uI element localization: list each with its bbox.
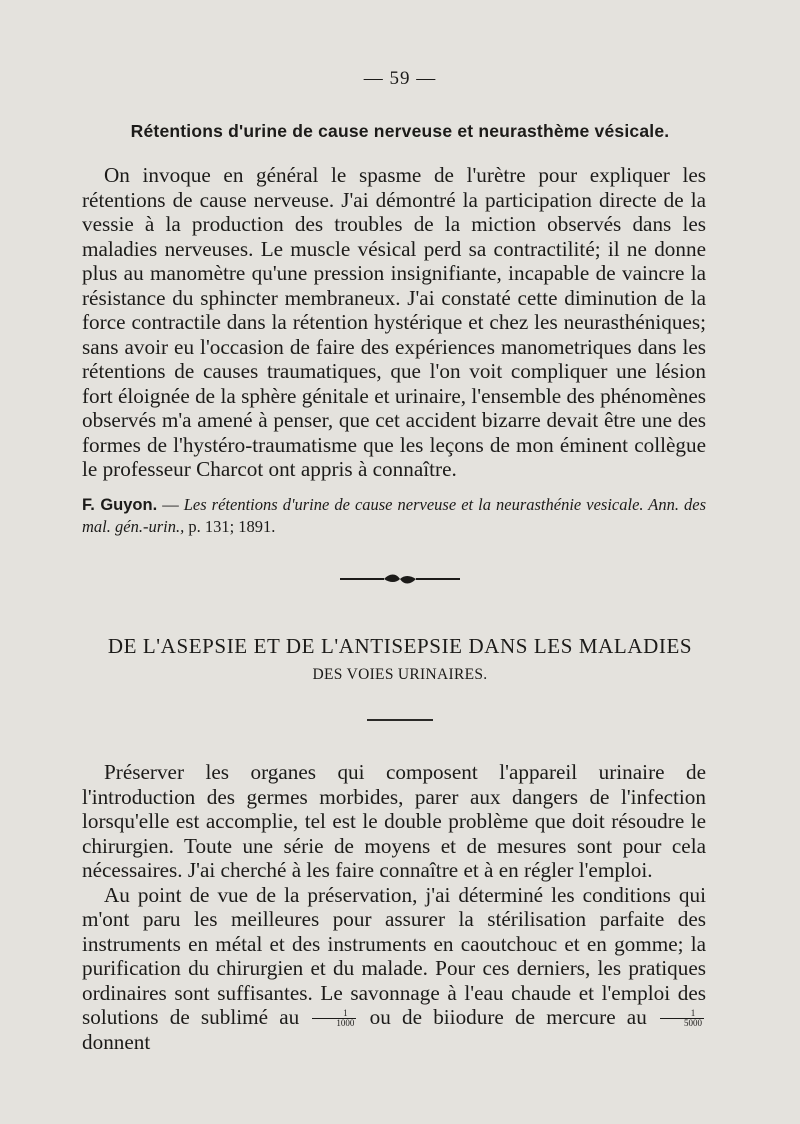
section-heading: Rétentions d'urine de cause nerveuse et neurasthème vésicale.	[130, 121, 670, 141]
paragraph-text-mid: ou de biiodure de mercure au	[358, 1005, 658, 1029]
horizontal-rule	[367, 719, 433, 721]
citation-author: F. Guyon.	[82, 496, 158, 514]
chapter-title: DE L'ASEPSIE ET DE L'ANTISEPSIE DANS LES MALADIES	[107, 634, 693, 658]
citation-title: Les rétentions d'urine de cause nerveuse et la neurasthénie vesicale. Ann. des mal. gén.-urin.,	[82, 495, 706, 536]
fraction	[660, 1009, 704, 1028]
chapter-body	[82, 760, 706, 1054]
chapter-subtitle: DES VOIES URINAIRES.	[312, 666, 488, 683]
paragraph-text-end: donnent	[82, 1029, 151, 1054]
ornament-divider	[340, 572, 460, 586]
paragraph-text: Préserver les organes qui composent l'appareil urinaire de l'introduction des germes morbides, parer aux dangers de l'infection lorsqu'elle est accomplie, tel est le double problème que doit résoudre le chirurgien. Toute une série de moyens et de mesures sont pour cela nécessaires. J'ai cherché à les faire connaître et à en régler l'emploi.	[82, 760, 706, 882]
fraction	[312, 1009, 356, 1028]
fraction-denominator: 5000	[660, 1018, 704, 1028]
fraction-numerator: 1	[343, 1007, 348, 1018]
paragraph-text-start: Au point de vue de la préservation, j'ai déterminé les conditions qui m'ont paru les meilleures pour assurer la stérilisation parfaite des instruments en métal et des instruments en caoutchouc et en gomme; la purification du chirurgien et du malade. Pour ces derniers, les pratiques ordinaires sont suffisantes. Le savonnage à l'eau chaude et l'emploi des solutions de sublimé au	[82, 882, 706, 1029]
paragraph-text: On invoque en général le spasme de l'urètre pour expliquer les rétentions de cause nerveuse. J'ai démontré la participation directe de la vessie à la production des troubles de la miction observés dans les maladies nerveuses. Le muscle vésical perd sa contractilité; il ne donne plus au manomètre qu'une pression insignifiante, incapable de vaincre la résistance du sphincter membraneux. J'ai constaté cette diminution de la force contractile dans la rétention hystérique et chez les neurasthéniques; sans avoir eu l'occasion de faire des expériences manometriques dans les rétentions de causes traumatiques, que l'on voit compliquer une lésion fort éloignée de la sphère génitale et urinaire, l'ensemble des phénomènes observés m'a amené à penser, que cet accident bizarre devait être une des formes de l'hystéro-traumatisme que les leçons de mon éminent collègue le professeur Charcot ont appris à connaître.	[82, 163, 706, 481]
page-number: — 59 —	[363, 68, 437, 89]
paragraph-text	[82, 883, 706, 1055]
citation-dash: —	[157, 495, 184, 514]
citation	[82, 494, 706, 538]
section-paragraph	[82, 163, 706, 482]
fraction-numerator: 1	[690, 1007, 696, 1018]
fraction-denominator: 1000	[312, 1018, 356, 1028]
citation-details: p. 131; 1891.	[184, 517, 276, 536]
